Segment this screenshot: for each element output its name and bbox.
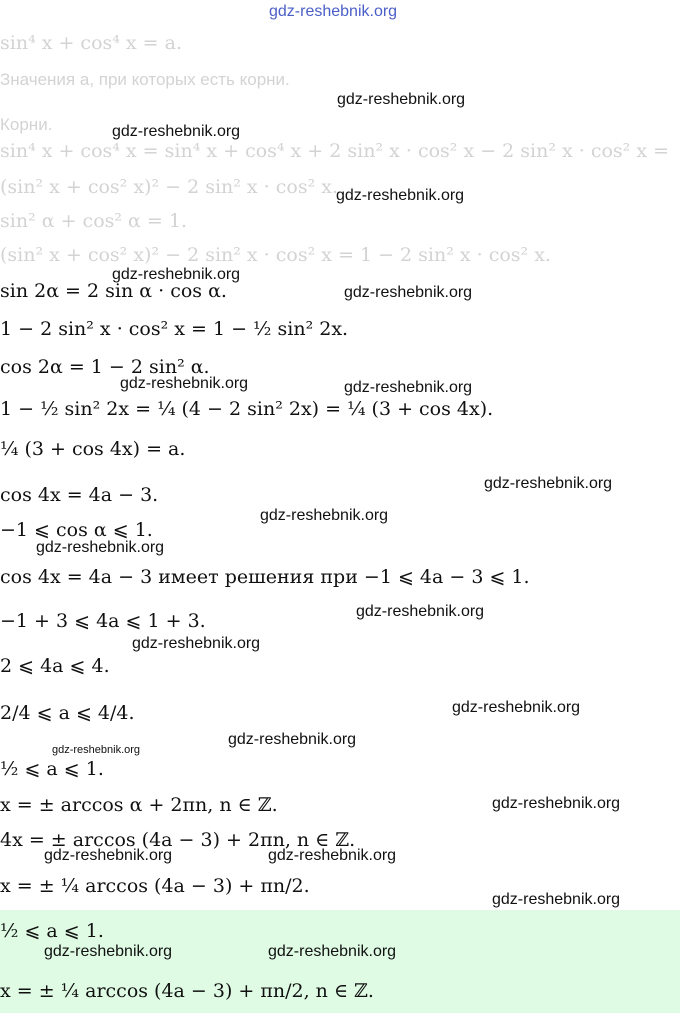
section-heading-roots: Корни. xyxy=(0,115,53,134)
watermark: gdz-reshebnik.org xyxy=(268,943,397,960)
identity-line: cos 2α = 1 − 2 sin² α. xyxy=(0,356,210,378)
watermark: gdz-reshebnik.org xyxy=(132,635,261,652)
inequality-line: −1 ⩽ cos α ⩽ 1. xyxy=(0,519,153,541)
watermark: gdz-reshebnik.org xyxy=(344,379,473,396)
watermark: gdz-reshebnik.org xyxy=(112,123,241,140)
identity-line: sin² α + cos² α = 1. xyxy=(0,210,187,232)
watermark: gdz-reshebnik.org xyxy=(356,603,485,620)
solution-line: ¼ (3 + cos 4x) = a. xyxy=(0,438,186,460)
solution-line: x = ± ¼ arccos (4a − 3) + πn/2. xyxy=(0,875,310,897)
watermark: gdz-reshebnik.org xyxy=(228,731,357,748)
watermark: gdz-reshebnik.org xyxy=(336,187,465,204)
watermark: gdz-reshebnik.org xyxy=(260,507,389,524)
inequality-line: 2 ⩽ 4a ⩽ 4. xyxy=(0,655,110,677)
watermark: gdz-reshebnik.org xyxy=(337,91,466,108)
solution-line: cos 4x = 4a − 3. xyxy=(0,484,159,506)
solution-line: 4x = ± arccos (4a − 3) + 2πn, n ∈ ℤ. xyxy=(0,829,356,851)
watermark: gdz-reshebnik.org xyxy=(492,795,621,812)
watermark: gdz-reshebnik.org xyxy=(44,847,173,864)
watermark: gdz-reshebnik.org xyxy=(484,475,613,492)
inequality-line: −1 + 3 ⩽ 4a ⩽ 1 + 3. xyxy=(0,610,206,632)
watermark: gdz-reshebnik.org xyxy=(492,891,621,908)
solution-line: (sin² x + cos² x)² − 2 sin² x · cos² x = 1 − 2 sin² x · cos² x. xyxy=(0,244,551,266)
solution-line: 1 − ½ sin² 2x = ¼ (4 − 2 sin² 2x) = ¼ (3 + cos 4x). xyxy=(0,398,494,420)
watermark: gdz-reshebnik.org xyxy=(344,284,473,301)
solution-line: (sin² x + cos² x)² − 2 sin² x · cos² x. xyxy=(0,176,339,198)
watermark: gdz-reshebnik.org xyxy=(44,943,173,960)
watermark: gdz-reshebnik.org xyxy=(112,266,241,283)
inequality-line: ½ ⩽ a ⩽ 1. xyxy=(0,758,104,780)
watermark: gdz-reshebnik.org xyxy=(120,375,249,392)
solution-line: 1 − 2 sin² x · cos² x = 1 − ½ sin² 2x. xyxy=(0,318,349,340)
watermark: gdz-reshebnik.org xyxy=(452,699,581,716)
identity-line: sin 2α = 2 sin α · cos α. xyxy=(0,280,227,302)
inequality-line: 2/4 ⩽ a ⩽ 4/4. xyxy=(0,702,135,724)
answer-solution: x = ± ¼ arccos (4a − 3) + πn/2, n ∈ ℤ. xyxy=(0,980,374,1002)
condition-line: cos 4x = 4a − 3 имеет решения при −1 ⩽ 4a − 3 ⩽ 1. xyxy=(0,566,530,588)
site-header-link[interactable]: gdz-reshebnik.org xyxy=(269,3,398,20)
watermark: gdz-reshebnik.org xyxy=(52,744,141,756)
task-equation: sin⁴ x + cos⁴ x = a. xyxy=(0,32,183,54)
watermark: gdz-reshebnik.org xyxy=(36,539,165,556)
answer-condition: ½ ⩽ a ⩽ 1. xyxy=(0,920,104,942)
section-heading-values: Значения a, при которых есть корни. xyxy=(0,70,290,89)
general-solution-line: x = ± arccos α + 2πn, n ∈ ℤ. xyxy=(0,794,278,816)
solution-line: sin⁴ x + cos⁴ x = sin⁴ x + cos⁴ x + 2 sin² x · cos² x − 2 sin² x · cos² x = xyxy=(0,140,669,162)
watermark: gdz-reshebnik.org xyxy=(268,847,397,864)
